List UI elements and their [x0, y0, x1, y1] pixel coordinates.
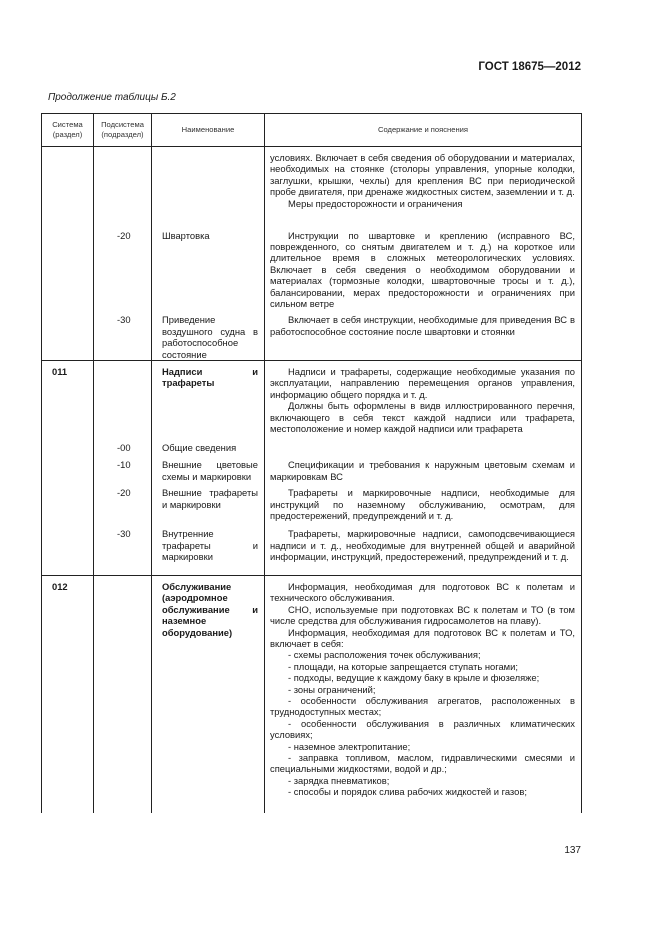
page-number: 137: [564, 845, 581, 856]
item-name: Обслуживание (аэродромное обслуживание и наземное оборудование): [152, 575, 265, 813]
subsystem-code: -20: [94, 482, 152, 523]
system-code: [42, 309, 94, 360]
item-name: Внешние цветовые схемы и маркировки: [152, 454, 265, 482]
table-header-row: [42, 114, 582, 147]
header-subsystem: Подсистема (подраздел): [94, 114, 152, 147]
system-code: [42, 225, 94, 310]
table-row: [42, 482, 582, 523]
system-code: [42, 523, 94, 575]
document-code: ГОСТ 18675—2012: [478, 61, 581, 73]
content-paragraph: Трафареты, маркировочные надписи, самоподсвечивающиеся надписи и т. д., необходимые для внутренней общей и аварийной информации, инструкций, предостережений, предупреждений и т. д.: [270, 528, 575, 563]
item-name: Приведение воздушного судна в работоспособное состояние: [152, 309, 265, 360]
system-code: 012: [42, 575, 94, 813]
item-name: Надписи и трафареты: [152, 360, 265, 437]
content-paragraph: Информация, необходимая для подготовок ВС к полетам и технического обслуживания.: [270, 580, 575, 604]
item-name: [152, 147, 265, 225]
table-continuation-caption: Продолжение таблицы Б.2: [48, 92, 176, 103]
item-content: [265, 437, 582, 454]
subsystem-code: [94, 575, 152, 813]
content-paragraph: Информация, необходимая для подготовок ВС к полетам и ТО, включает в себя:: [270, 626, 575, 649]
item-content: [265, 147, 582, 225]
subsystem-code: -20: [94, 225, 152, 310]
content-paragraph: - заправка топливом, маслом, гидравлическими смесями и специальными жидкостями, водой и др.;: [270, 752, 575, 775]
item-content: [265, 482, 582, 523]
item-content: [265, 454, 582, 482]
content-paragraph: Инструкции по швартовке и креплению (исправного ВС, поврежденного, со снятым двигателем и т. д.) на короткое или длительное время в сложных метеорологических условиях. Включает в себя сведения о необходимом оборудовании и материалах (тормозные колодки, швартовочные тросы и т. д.), балансировании, мерах предосторожности и ограничениях при сильном ветре: [270, 229, 575, 309]
content-paragraph: Включает в себя инструкции, необходимые для приведения ВС в работоспособное состояние после швартовки и стоянки: [270, 314, 575, 337]
table-row: [42, 575, 582, 813]
content-paragraph: Трафареты и маркировочные надписи, необходимые для инструкций по наземному обслуживанию, осмотрам, для предостережений, предупреждений и т. д.: [270, 487, 575, 522]
content-paragraph: - схемы расположения точек обслуживания;: [288, 649, 481, 661]
item-content: [265, 523, 582, 575]
item-name: Внутренние трафареты и маркировки: [152, 523, 265, 575]
content-paragraph: Меры предосторожности и ограничения: [288, 197, 463, 209]
content-paragraph: Спецификации и требования к наружным цветовым схемам и маркировкам ВС: [270, 459, 575, 482]
content-paragraph: условиях. Включает в себя сведения об оборудовании и материалах, необходимых на стоянке (столоры управления, упорные колодки, заглушки, крышки, чехлы) для крепления ВС при периодической пробе двигателя, при дренаже жидкостных систем, заземлении и т. д.: [270, 152, 575, 198]
subsystem-code: -30: [94, 309, 152, 360]
system-code: [42, 147, 94, 225]
table-row: [42, 147, 582, 225]
subsystem-code: [94, 147, 152, 225]
item-name: Общие сведения: [152, 437, 265, 454]
header-name: Наименование: [152, 114, 265, 147]
table-row: [42, 225, 582, 310]
header-content: Содержание и пояснения: [265, 114, 582, 147]
system-code: 011: [42, 360, 94, 437]
content-paragraph: Должны быть оформлены в видв иллюстрированного перечня, включающего в себя текст каждой надписи или трафарета, местоположение и номер каждой надписи или трафарета: [270, 400, 575, 434]
content-paragraph: - зарядка пневматиков;: [288, 774, 390, 786]
table-row: [42, 523, 582, 575]
content-paragraph: - особенности обслуживания агрегатов, расположенных в труднодоступных местах;: [270, 695, 575, 718]
table-row: [42, 309, 582, 360]
table-row: [42, 360, 582, 437]
item-name: Швартовка: [152, 225, 265, 310]
specification-table: [41, 113, 582, 813]
subsystem-code: -10: [94, 454, 152, 482]
subsystem-code: [94, 360, 152, 437]
content-paragraph: - подходы, ведущие к каждому баку в крыле и фюзеляже;: [288, 672, 540, 684]
system-code: [42, 482, 94, 523]
item-content: [265, 360, 582, 437]
item-content: [265, 575, 582, 813]
subsystem-code: -00: [94, 437, 152, 454]
header-system: Система (раздел): [42, 114, 94, 147]
table-row: [42, 437, 582, 454]
content-paragraph: - особенности обслуживания в различных климатических условиях;: [270, 717, 575, 741]
content-paragraph: СНО, используемые при подготовках ВС к полетам и ТО (в том числе средства для обслуживания гидросамолетов на плаву).: [270, 603, 575, 627]
item-name: Внешние трафареты и маркировки: [152, 482, 265, 523]
item-content: [265, 225, 582, 310]
system-code: [42, 437, 94, 454]
content-paragraph: - способы и порядок слива рабочих жидкостей и газов;: [288, 786, 527, 798]
content-paragraph: - площади, на которые запрещается ступать ногами;: [288, 660, 518, 672]
system-code: [42, 454, 94, 482]
content-paragraph: - зоны ограничений;: [288, 683, 376, 695]
content-paragraph: - наземное электропитание;: [288, 740, 411, 752]
table-row: [42, 454, 582, 482]
item-content: [265, 309, 582, 360]
subsystem-code: -30: [94, 523, 152, 575]
content-paragraph: Надписи и трафареты, содержащие необходимые указания по эксплуатации, направлению перемещения органов управления, информацию общего порядка и т. д.: [270, 365, 575, 400]
